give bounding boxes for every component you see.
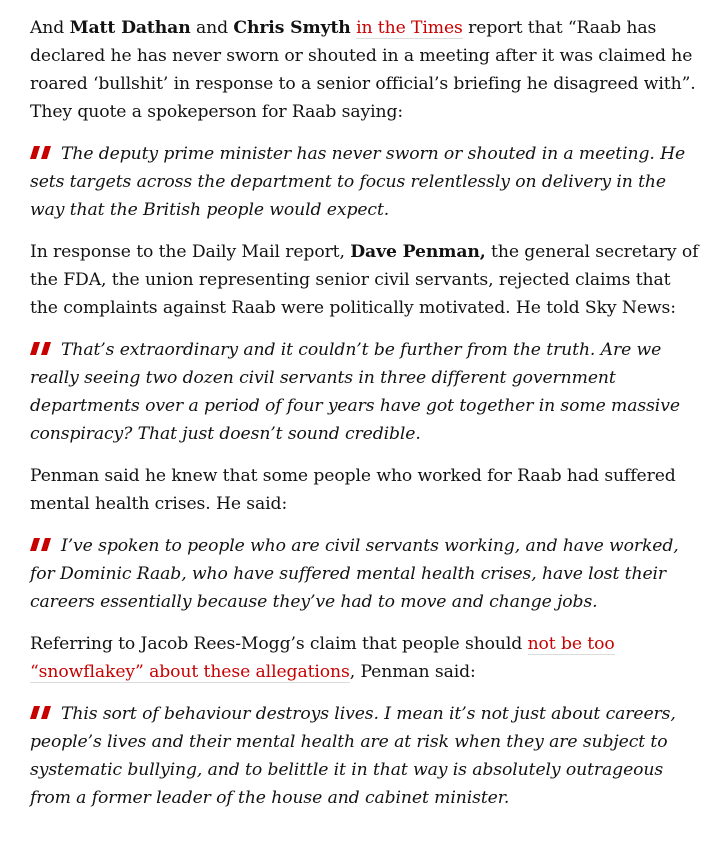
blockquote-penman-civil-servants — [30, 532, 702, 616]
quote-marks-icon — [30, 706, 55, 719]
paragraph-rees-mogg — [30, 630, 702, 686]
quote-text: The deputy prime minister has never sworn or shouted in a meeting. He sets targets across the department to focus relentlessly on delivery in the way that the British people would expect. — [30, 144, 686, 220]
quote-text: That’s extraordinary and it couldn’t be further from the truth. Are we really seeing two dozen civil servants in three different government departments over a period of four years have got together in some massive conspiracy? That just doesn’t sound credible. — [30, 340, 680, 444]
paragraph-times-report — [30, 14, 702, 126]
author-name-chris-smyth: Chris Smyth — [233, 18, 351, 38]
text-fragment: the general secretary of the FDA, the union representing senior civil servants, rejected claims that the complaints against Raab were politically motivated. He told Sky News: — [30, 242, 699, 318]
text-fragment: Referring to Jacob Rees-Mogg’s claim that people should — [30, 634, 528, 654]
text-fragment: , Penman said: — [349, 662, 476, 682]
quote-marks-icon — [30, 342, 55, 355]
quote-marks-icon — [30, 146, 55, 159]
quote-text: This sort of behaviour destroys lives. I mean it’s not just about careers, people’s lives and their mental health are at risk when they are subject to systematic bullying, and to belittle it in that way is absolutely outrageous from a former leader of the house and cabinet minister. — [30, 704, 676, 808]
person-name-dave-penman: Dave Penman, — [350, 242, 486, 262]
blockquote-penman-extraordinary — [30, 336, 702, 448]
text-fragment: Penman said he knew that some people who worked for Raab had suffered mental health crises. He said: — [30, 466, 676, 514]
paragraph-penman-mental-health — [30, 462, 702, 518]
text-fragment: and — [190, 18, 234, 38]
text-fragment: report that “Raab has declared he has never sworn or shouted in a meeting after it was claimed he roared ‘bullshit’ in response to a senior official’s briefing he disagreed with”. They quote a spokeperson for Raab saying: — [30, 18, 696, 122]
blockquote-penman-destroys-lives — [30, 700, 702, 812]
quote-text: I’ve spoken to people who are civil servants working, and have worked, for Dominic Raab, who have suffered mental health crises, have lost their careers essentially because they’ve had to move and change jobs. — [30, 536, 679, 612]
link-in-the-times[interactable]: in the Times — [356, 18, 463, 38]
author-name-matt-dathan: Matt Dathan — [69, 18, 191, 38]
text-fragment: And — [30, 18, 70, 38]
blockquote-raab-spokesperson — [30, 140, 702, 224]
link-snowflakey-allegations[interactable]: not be too “snowflakey” about these allegations — [30, 634, 615, 682]
paragraph-dave-penman — [30, 238, 702, 322]
quote-marks-icon — [30, 538, 55, 551]
text-fragment: In response to the Daily Mail report, — [30, 242, 351, 262]
